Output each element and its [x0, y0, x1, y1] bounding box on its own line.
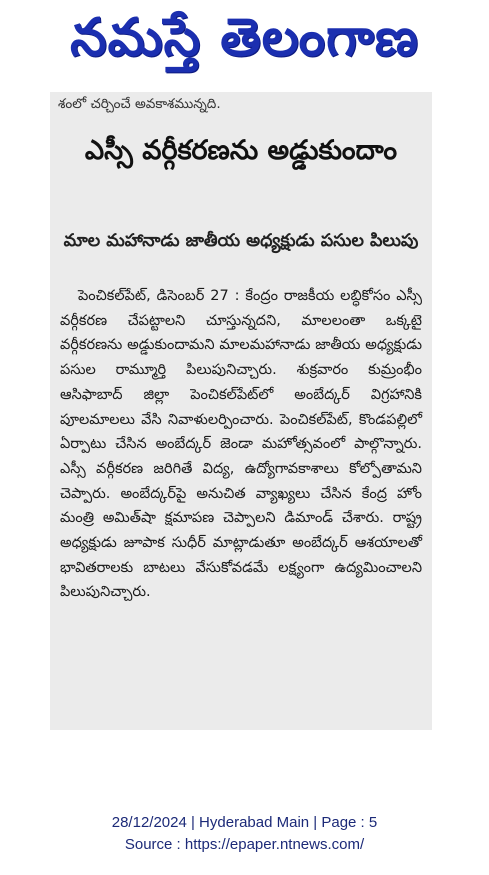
article-headline: ఎస్సీ వర్గీకరణను అడ్డుకుందాం — [84, 135, 398, 166]
masthead-title: నమస్తే తెలంగాణ — [70, 7, 419, 68]
footer — [0, 812, 489, 856]
masthead — [0, 0, 489, 88]
footer-source: Source : https://epaper.ntnews.com/ — [124, 836, 365, 853]
footer-date-edition-page: 28/12/2024 | Hyderabad Main | Page : 5 — [111, 814, 378, 831]
partial-top-line: శంలో చర్చించే అవకాశమున్నది. — [58, 96, 221, 112]
article-body: పెంచికల్‌పేట్, డిసెంబర్ 27 : కేంద్రం రాజకీయ లబ్ధికోసం ఎస్సీ వర్గీకరణ చేపట్టాలని చూస్తున్నదని, మాలలంతా ఒక్కటై వర్గీకరణను అడ్డుకుందామని మాలమహానాడు జాతీయ అధ్యక్షుడు పసుల రామ్మూర్తి పిలుపునిచ్చారు. శుక్రవారం కుమ్రంభీం ఆసిఫాబాద్ జిల్లా పెంచికల్‌పేట్‌లో అంబేద్కర్ విగ్రహానికి పూలమాలలు వేసి నివాళులర్పించారు. పెంచికల్‌పేట్, కొండపల్లిలో ఏర్పాటు చేసిన అంబేద్కర్ జెండా మహోత్సవంలో పాల్గొన్నారు. ఎస్సీ వర్గీకరణ జరిగితే విద్య, ఉద్యోగావకాశాలు కోల్పోతామని చెప్పారు. అంబేద్కర్‌పై అనుచిత వ్యాఖ్యలు చేసిన కేంద్ర హోం మంత్రి అమిత్‌షా క్షమాపణ చెప్పాలని డిమాండ్ చేశారు. రాష్ట్ర అధ్యక్షుడు జూపాక సుధీర్ మాట్లాడుతూ అంబేద్కర్ ఆశయాలతో భావితరాలకు బాటలు వేసుకోవడమే లక్ష్యంగా ఉద్యమించాలని పిలుపునిచ్చారు. — [60, 288, 422, 601]
news-clipping — [50, 92, 432, 730]
article-subheadline: మాల మహానాడు జాతీయ అధ్యక్షుడు పసుల పిలుపు — [63, 231, 419, 251]
